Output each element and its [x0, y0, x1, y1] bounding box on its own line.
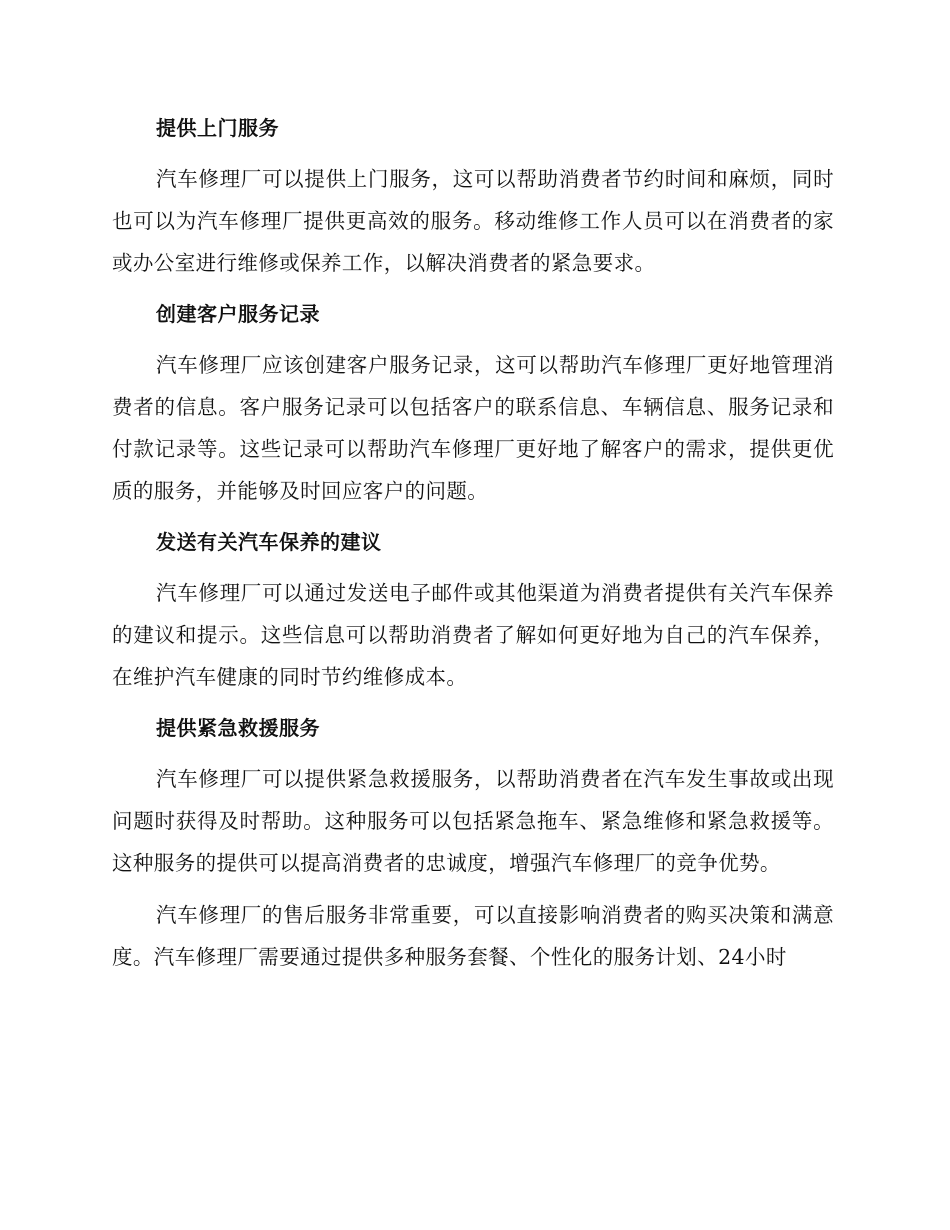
section-emergency-rescue: [112, 708, 834, 884]
section-heading: 提供紧急救援服务: [156, 716, 320, 740]
section-paragraph: 汽车修理厂可以通过发送电子邮件或其他渠道为消费者提供有关汽车保养的建议和提示。这些信息可以帮助消费者了解如何更好地为自己的汽车保养，在维护汽车健康的同时节约维修成本。: [112, 581, 834, 689]
section-heading: 提供上门服务: [156, 116, 279, 140]
section-paragraph: 汽车修理厂可以提供紧急救援服务，以帮助消费者在汽车发生事故或出现问题时获得及时帮助。这种服务可以包括紧急拖车、紧急维修和紧急救援等。这种服务的提供可以提高消费者的忠诚度，增强汽车修理厂的竞争优势。: [112, 767, 834, 875]
section-paragraph: 汽车修理厂应该创建客户服务记录，这可以帮助汽车修理厂更好地管理消费者的信息。客户服务记录可以包括客户的联系信息、车辆信息、服务记录和付款记录等。这些记录可以帮助汽车修理厂更好地了解客户的需求，提供更优质的服务，并能够及时回应客户的问题。: [112, 353, 834, 503]
section-maintenance-advice: [112, 522, 834, 698]
section-heading: 发送有关汽车保养的建议: [156, 530, 382, 554]
section-customer-records: [112, 294, 834, 512]
section-heading: 创建客户服务记录: [156, 302, 320, 326]
section-onsite-service: [112, 108, 834, 284]
closing-paragraph: 汽车修理厂的售后服务非常重要，可以直接影响消费者的购买决策和满意度。汽车修理厂需要通过提供多种服务套餐、个性化的服务计划、24小时: [112, 903, 834, 969]
section-paragraph: 汽车修理厂可以提供上门服务，这可以帮助消费者节约时间和麻烦，同时也可以为汽车修理厂提供更高效的服务。移动维修工作人员可以在消费者的家或办公室进行维修或保养工作，以解决消费者的紧急要求。: [112, 167, 834, 275]
document-body: [112, 108, 834, 988]
